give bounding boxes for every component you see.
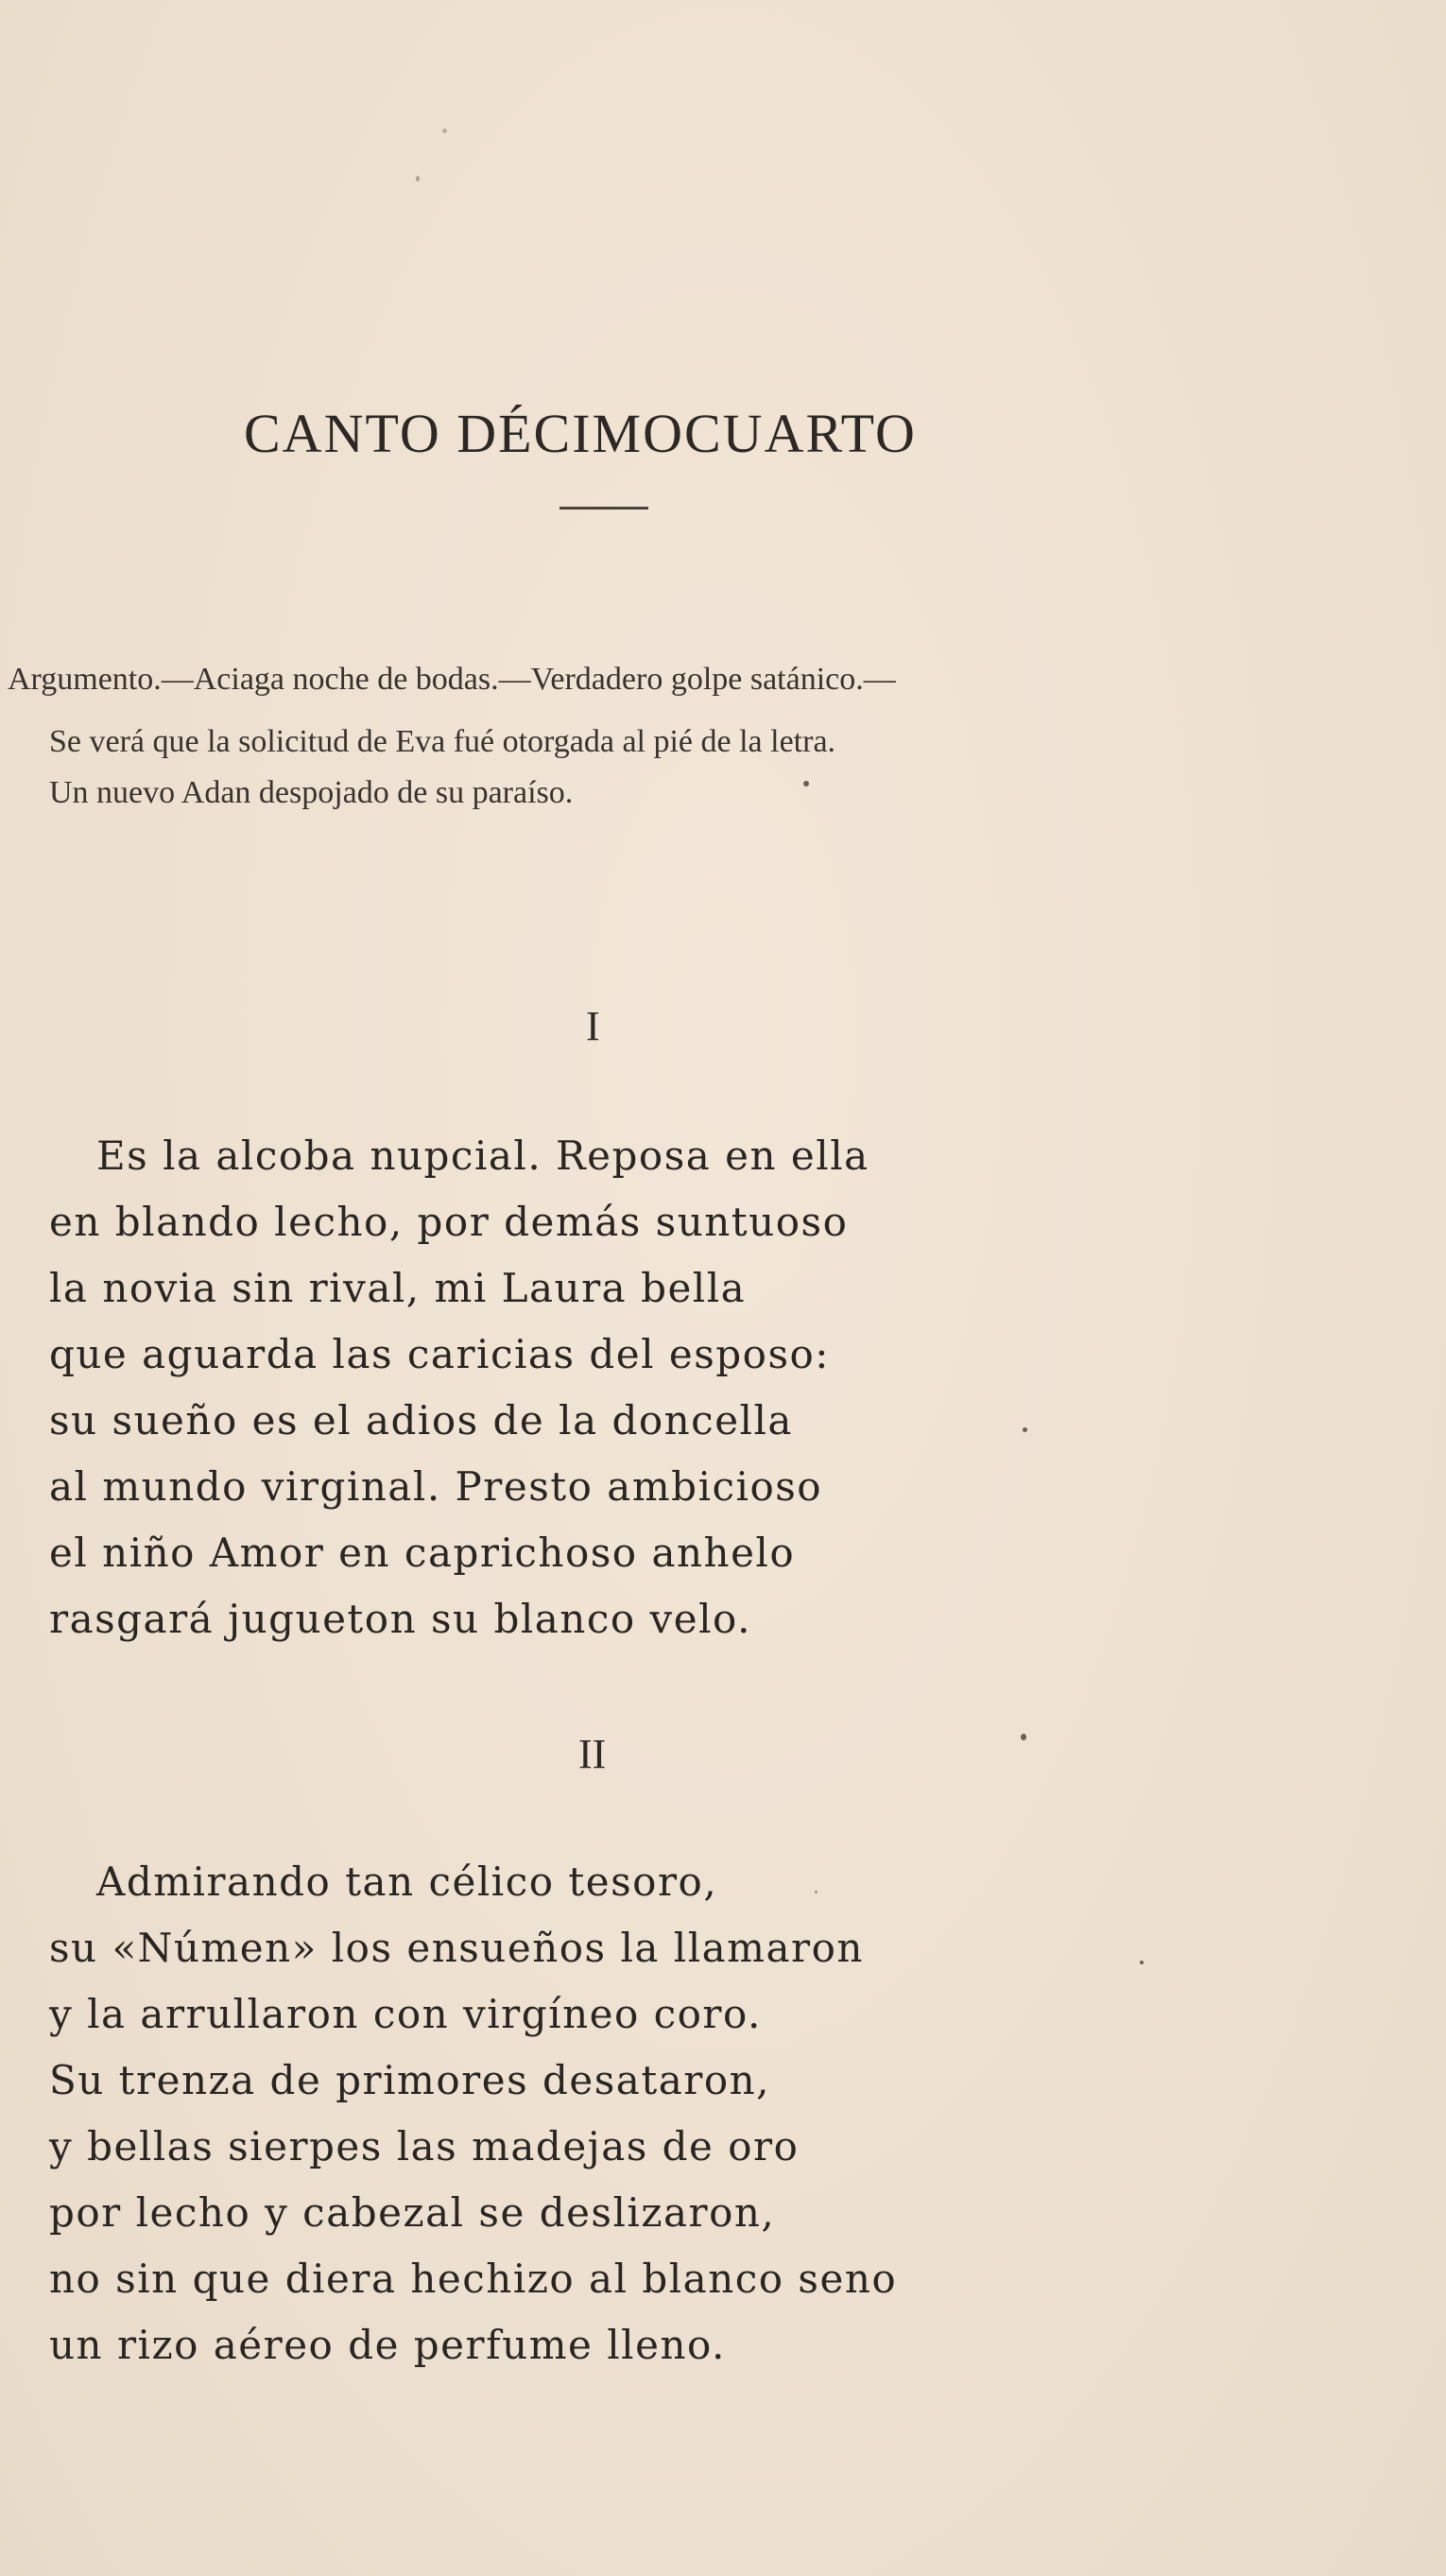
verse-line: su sueño es el adios de la doncella (49, 1397, 793, 1444)
section-numeral: II (578, 1731, 607, 1777)
verse-line: la novia sin rival, mi Laura bella (49, 1265, 747, 1311)
paper-speck (815, 1891, 818, 1893)
verse-line: Es la alcoba nupcial. Reposa en ella (96, 1132, 869, 1179)
argument-line: Un nuevo Adan despojado de su paraíso. (49, 775, 574, 810)
verse-line: un rizo aéreo de perfume lleno. (49, 2322, 726, 2368)
chapter-title: CANTO DÉCIMOCUARTO (244, 403, 917, 464)
verse-line: el niño Amor en caprichoso anhelo (49, 1530, 796, 1576)
paper-speck (442, 129, 447, 133)
verse-line: que aguarda las caricias del esposo: (49, 1331, 830, 1377)
paper-speck (1140, 1961, 1144, 1964)
verse-line: Admirando tan célico tesoro, (96, 1859, 718, 1905)
verse-line: y bellas sierpes las madejas de oro (49, 2123, 800, 2170)
paper-speck (803, 781, 809, 787)
verse-line: en blando lecho, por demás suntuoso (49, 1199, 849, 1245)
verse-line: su «Númen» los ensueños la llamaron (49, 1925, 864, 1971)
verse-line: rasgará jugueton su blanco velo. (49, 1596, 751, 1642)
paper-speck (1021, 1734, 1026, 1740)
verse-line: Su trenza de primores desataron, (49, 2057, 771, 2103)
paper-speck (416, 176, 420, 182)
argument-line: Argumento.—Aciaga noche de bodas.—Verdadero golpe satánico.— (8, 662, 896, 697)
title-rule (559, 507, 648, 510)
argument-line: Se verá que la solicitud de Eva fué otorgada al pié de la letra. (49, 724, 836, 759)
paper-speck (1023, 1427, 1027, 1432)
verse-line: no sin que diera hechizo al blanco seno (49, 2256, 898, 2302)
verse-line: por lecho y cabezal se deslizaron, (49, 2189, 776, 2236)
verse-line: y la arrullaron con virgíneo coro. (49, 1991, 762, 2037)
verse-line: al mundo virginal. Presto ambicioso (49, 1463, 823, 1510)
section-numeral: I (586, 1003, 600, 1049)
